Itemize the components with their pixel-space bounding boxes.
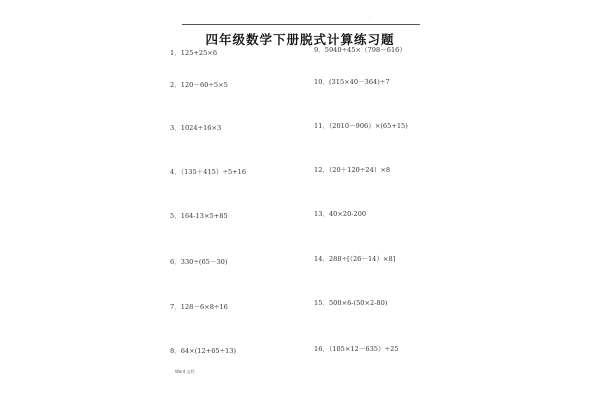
problem-3: 3．1024÷16×3 — [170, 124, 222, 132]
page-footer: Word 文档 — [175, 369, 195, 374]
problem-5: 5．164-13×5+85 — [170, 212, 228, 220]
problem-8: 8．64×(12+65÷13) — [170, 347, 237, 355]
stray-mark: · — [369, 15, 371, 22]
problem-2: 2．120－60÷5×5 — [170, 81, 228, 89]
problem-15: 15．500×6-(50×2-80) — [314, 299, 388, 307]
problem-12: 12．（20＋120÷24）×8 — [314, 166, 391, 174]
problem-16: 16．（105×12－635）÷25 — [314, 345, 399, 353]
problem-7: 7．128－6×8÷16 — [170, 303, 228, 311]
problem-14: 14．288÷[（26－14）×8] — [314, 255, 396, 263]
header-rule — [182, 24, 420, 25]
problem-11: 11．（2010－906）×(65+15) — [314, 122, 408, 130]
problem-10: 10．(315×40－364)÷7 — [314, 78, 390, 86]
problem-6: 6．330÷(65－30) — [170, 258, 228, 266]
page-title: 四年级数学下册脱式计算练习题 — [205, 32, 395, 47]
problem-1: 1．125+25×6 — [170, 49, 218, 57]
problem-4: 4．（135＋415）÷5+16 — [170, 168, 247, 176]
problem-13: 13．40×20-200 — [314, 210, 367, 218]
problem-9: 9．5940÷45×（798－616） — [314, 46, 406, 54]
